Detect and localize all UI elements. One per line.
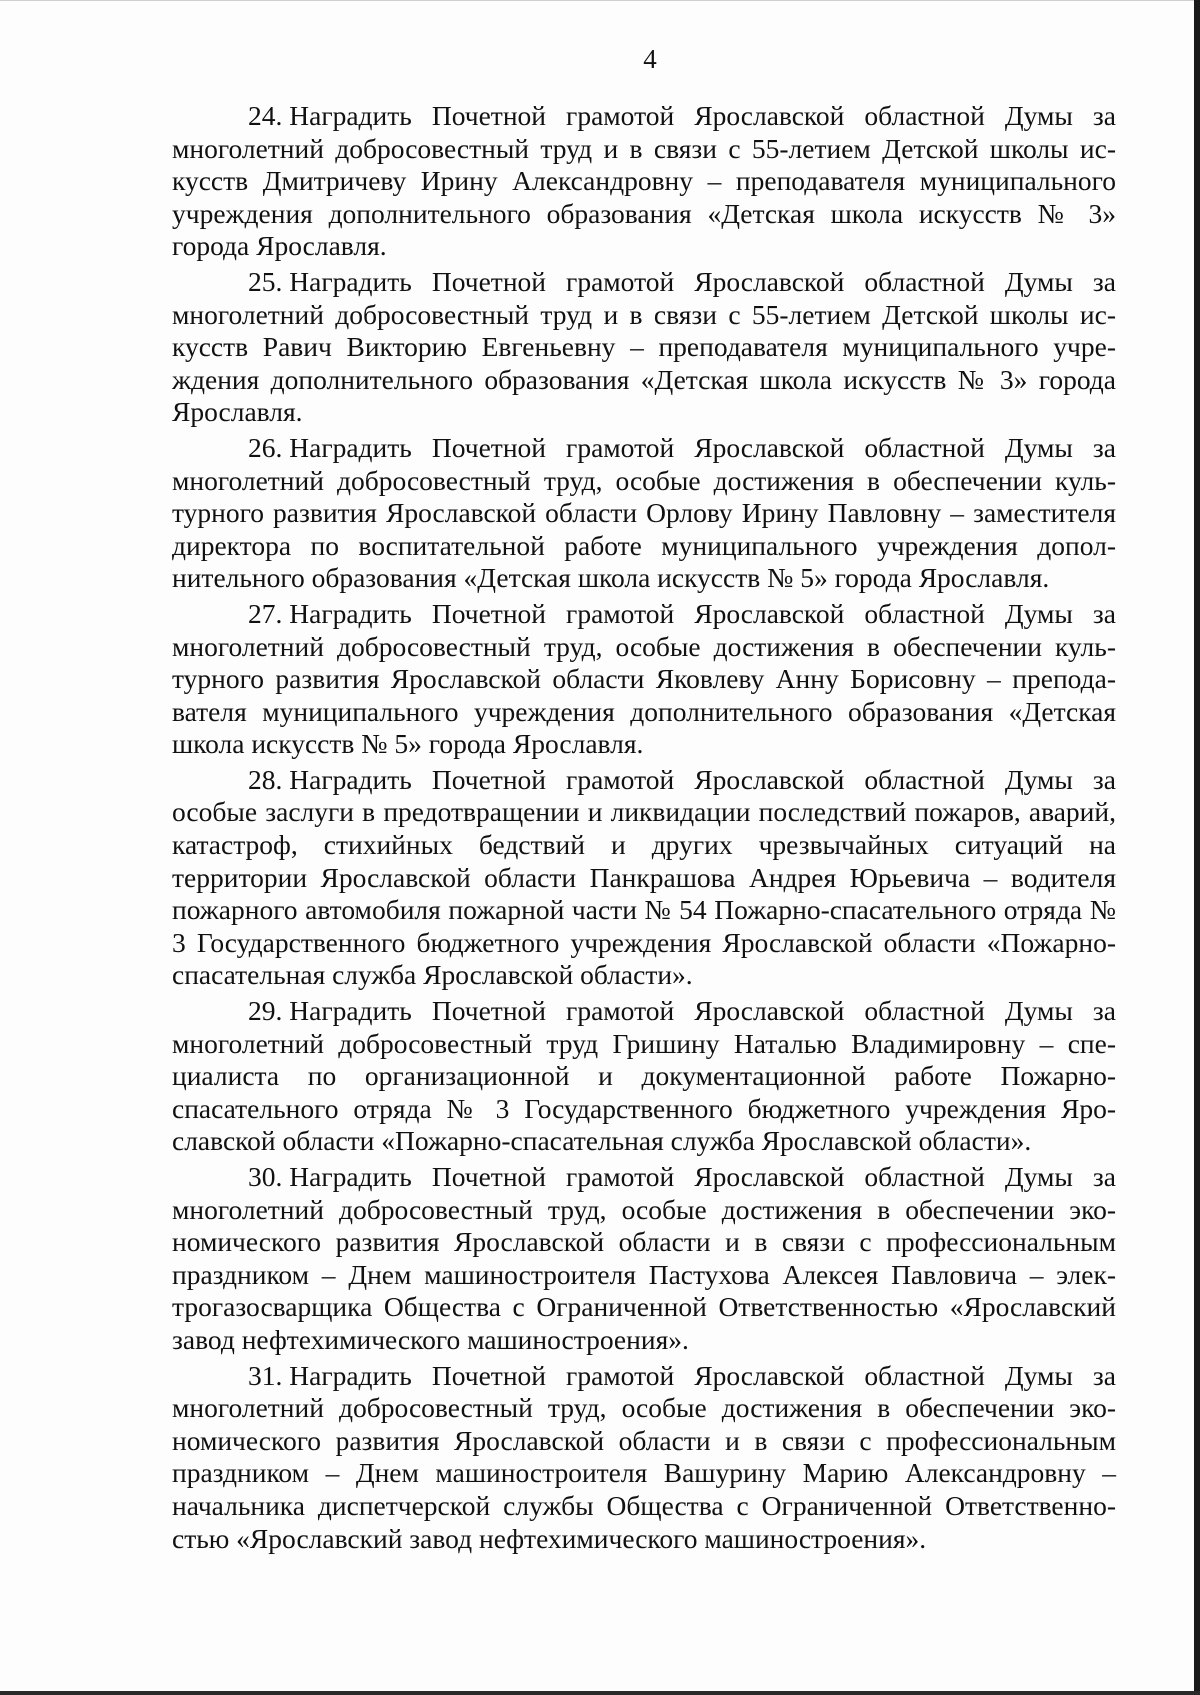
item-text: Наградить Почетной грамотой Ярославской областной Думы за особые заслуги в предотвращении и ликвидации последствий пожаров, аварий, катастроф, стихийных бедствий и других чрезвычайных ситуаций на территории Ярославской области Панкрашова Андрея Юрьевича – водителя пожарного автомобиля пожарной части № 54 Пожарно-спасательного отряда № 3 Государственного бюджетного учреждения Ярославской области «Пожарно-спасательная служба Ярославской области». bbox=[172, 763, 1116, 991]
item-text: Наградить Почетной грамотой Ярославской областной Думы за многолетний добросовестный труд, особые достижения в обеспечении экономического развития Ярославской области и в связи с профессиональным праздником – Днем машиностроителя Пастухова Алексея Павловича – электрогазосварщика Общества с Ограниченной Ответственностью «Ярославский завод нефтехимического машиностроения». bbox=[172, 1161, 1116, 1355]
document-body bbox=[172, 100, 1116, 1558]
page-number: 4 bbox=[643, 44, 657, 74]
award-item-26 bbox=[172, 432, 1116, 595]
item-text: Наградить Почетной грамотой Ярославской областной Думы за многолетний добросовестный труд Гришину Наталью Владимировну – специалиста по организационной и документационной работе Пожарно-спасательного отряда № 3 Государственного бюджетного учреждения Ярославской области «Пожарно-спасательная служба Ярославской области». bbox=[172, 995, 1116, 1157]
award-item-25 bbox=[172, 266, 1116, 429]
item-number: 27. bbox=[248, 597, 283, 629]
item-number: 25. bbox=[248, 265, 283, 297]
award-item-31 bbox=[172, 1360, 1116, 1556]
item-number: 28. bbox=[248, 763, 283, 795]
award-item-28 bbox=[172, 764, 1116, 992]
scan-top-edge bbox=[0, 0, 1200, 1]
award-item-24 bbox=[172, 100, 1116, 263]
item-number: 30. bbox=[248, 1161, 283, 1192]
item-number: 26. bbox=[248, 431, 283, 463]
item-number: 31. bbox=[248, 1359, 283, 1391]
item-text: Наградить Почетной грамотой Ярославской областной Думы за многолетний добросовестный труд, особые достижения в обеспечении экономического развития Ярославской области и в связи с профессиональным праздником – Днем машиностроителя Вашурину Марию Александровну – начальника диспетчерской службы Общества с Ограниченной Ответственностью «Ярославский завод нефтехимического машиностроения». bbox=[172, 1359, 1116, 1554]
award-item-29 bbox=[172, 995, 1116, 1158]
scan-right-edge bbox=[1194, 0, 1200, 1695]
award-item-30 bbox=[172, 1161, 1116, 1357]
item-number: 29. bbox=[248, 995, 283, 1027]
award-item-27 bbox=[172, 598, 1116, 761]
item-text: Наградить Почетной грамотой Ярославской областной Думы за многолетний добросовестный труд, особые достижения в обеспечении культурного развития Ярославской области Яковлеву Анну Борисовну – преподавателя муниципального учреждения дополнительного образования «Детская школа искусств № 5» города Ярославля. bbox=[172, 597, 1116, 760]
item-text: Наградить Почетной грамотой Ярославской областной Думы за многолетний добросовестный труд и в связи с 55-летием Детской школы искусств Дмитричеву Ирину Александровну – преподавателя муниципального учреждения дополнительного образования «Детская школа искусств № 3» города Ярославля. bbox=[172, 100, 1116, 262]
scan-bottom-edge bbox=[0, 1691, 1200, 1695]
item-text: Наградить Почетной грамотой Ярославской областной Думы за многолетний добросовестный труд, особые достижения в обеспечении культурного развития Ярославской области Орлову Ирину Павловну – заместителя директора по воспитательной работе муниципального учреждения дополнительного образования «Детская школа искусств № 5» города Ярославля. bbox=[172, 431, 1116, 594]
item-number: 24. bbox=[248, 100, 283, 131]
item-text: Наградить Почетной грамотой Ярославской областной Думы за многолетний добросовестный труд и в связи с 55-летием Детской школы искусств Равич Викторию Евгеньевну – преподавателя муниципального учреждения дополнительного образования «Детская школа искусств № 3» города Ярославля. bbox=[172, 265, 1116, 428]
